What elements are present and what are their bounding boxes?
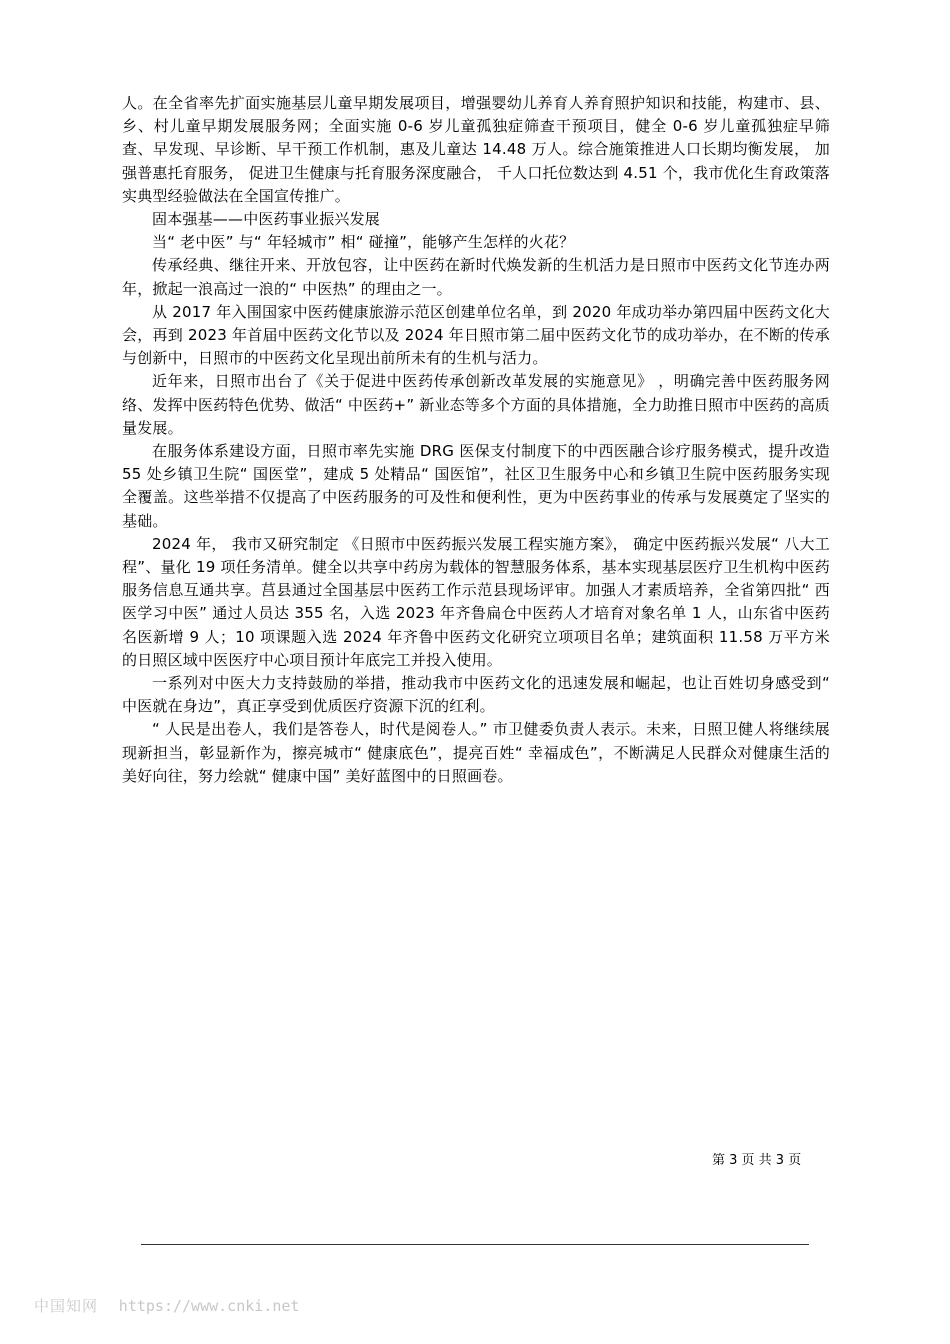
paragraph: 传承经典、继往开来、开放包容，让中医药在新时代焕发新的生机活力是日照市中医药文化节连办两年，掀起一浪高过一浪的“ 中医热” 的理由之一。 [122,256,830,298]
footer-divider [141,1244,809,1245]
paragraph: 当“ 老中医” 与“ 年轻城市” 相“ 碰撞”，能够产生怎样的火花？ [152,233,575,252]
cnki-watermark [34,1295,299,1316]
paragraph: 人。在全省率先扩面实施基层儿童早期发展项目，增强婴幼儿养育人养育照护知识和技能，构建市、县、乡、村儿童早期发展服务网；全面实施 0-6 岁儿童孤独症筛查干预项目，健全 0-6 岁儿童孤独症早筛查、早发现、早诊断、早干预工作机制，惠及儿童达 14.48 万人。综合施策推进人口长期均衡发展， 加强普惠托育服务， 促进卫生健康与托育服务深度融合， 千人口托位数达到 4.51 个，我市优化生育政策落实典型经验做法在全国宣传推广。 [122,94,830,205]
paragraph: “ 人民是出卷人，我们是答卷人，时代是阅卷人。” 市卫健委负责人表示。未来，日照卫健人将继续展现新担当，彰显新作为，擦亮城市“ 健康底色”，提亮百姓“ 幸福成色”，不断满足人民群众对健康生活的美好向往，努力绘就“ 健康中国” 美好蓝图中的日照画卷。 [122,720,830,785]
paragraph: 在服务体系建设方面，日照市率先实施 DRG 医保支付制度下的中西医融合诊疗服务模式，提升改造 55 处乡镇卫生院“ 国医堂”，建成 5 处精品“ 国医馆”，社区卫生服务中心和乡镇卫生院中医药服务实现全覆盖。这些举措不仅提高了中医药服务的可及性和便利性，更为中医药事业的传承与发展奠定了坚实的基础。 [122,442,830,530]
watermark-logo: 中国知网 [34,1297,99,1315]
article-body [122,92,830,788]
paragraph: 一系列对中医大力支持鼓励的举措，推动我市中医药文化的迅速发展和崛起，也让百姓切身感受到“ 中医就在身边”，真正享受到优质医疗资源下沉的红利。 [122,674,830,716]
page-number: 第 3 页 共 3 页 [712,1153,802,1168]
section-heading: 固本强基——中医药事业振兴发展 [152,210,381,229]
watermark-url: https://www.cnki.net [118,1297,300,1315]
paragraph: 从 2017 年入围国家中医药健康旅游示范区创建单位名单，到 2020 年成功举办第四届中医药文化大会，再到 2023 年首届中医药文化节以及 2024 年日照市第二届中医药文化节的成功举办，在不断的传承与创新中，日照市的中医药文化呈现出前所未有的生机与活力。 [122,302,830,368]
paragraph: 2024 年， 我市又研究制定 《日照市中医药振兴发展工程实施方案》， 确定中医药振兴发展“ 八大工程”、量化 19 项任务清单。健全以共享中药房为载体的智慧服务体系，基本实现基层医疗卫生机构中医药服务信息互通共享。莒县通过全国基层中医药工作示范县现场评审。加强人才素质培养，全省第四批“ 西医学习中医” 通过人员达 355 名，入选 2023 年齐鲁扁仓中医药人才培育对象名单 1 人，山东省中医药名医新增 9 人；10 项课题入选 2024 年齐鲁中医药文化研究立项项目名单；建筑面积 11.58 万平方米的日照区域中医医疗中心项目预计年底完工并投入使用。 [122,534,830,669]
paragraph: 近年来，日照市出台了《关于促进中医药传承创新改革发展的实施意见》 ，明确完善中医药服务网络、发挥中医药特色优势、做活“ 中医药+” 新业态等多个方面的具体措施，全力助推日照市中医药的高质量发展。 [122,372,830,437]
